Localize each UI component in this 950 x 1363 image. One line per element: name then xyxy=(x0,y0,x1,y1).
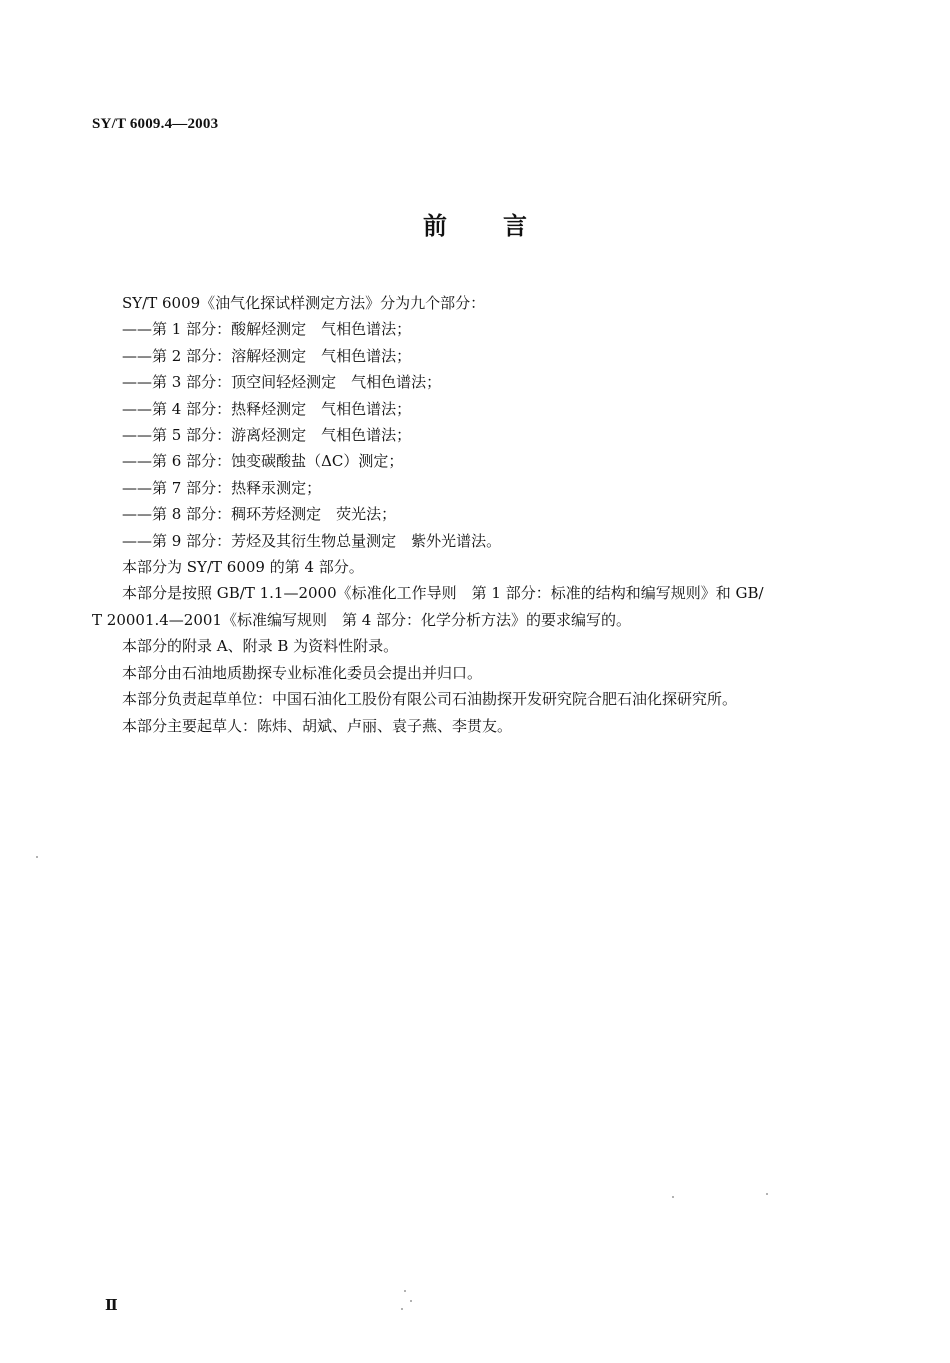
part-list-item: ——第 6 部分：蚀变碳酸盐（ΔC）测定； xyxy=(122,452,404,471)
foreword-body xyxy=(92,290,882,739)
scan-speck xyxy=(410,1300,412,1302)
part-list-item: ——第 4 部分：热释烃测定 气相色谱法； xyxy=(122,399,412,418)
page-number: Ⅱ xyxy=(105,1298,118,1314)
page-title: 前言 xyxy=(423,212,583,240)
part-list-item: ——第 7 部分：热释汞测定； xyxy=(122,478,322,497)
part-list-item: ——第 5 部分：游离烃测定 气相色谱法； xyxy=(122,426,412,445)
scan-speck xyxy=(766,1193,768,1195)
foreword-intro: SY/T 6009《油气化探试样测定方法》分为九个部分： xyxy=(122,294,486,312)
compilation-statement-line2: T 20001.4—2001《标准编写规则 第 4 部分：化学分析方法》的要求编写的。 xyxy=(92,610,632,629)
this-part-statement: 本部分为 SY/T 6009 的第 4 部分。 xyxy=(122,558,364,577)
scan-speck xyxy=(404,1290,406,1292)
appendix-statement: 本部分的附录 A、附录 B 为资料性附录。 xyxy=(122,637,399,656)
standard-code: SY/T 6009.4—2003 xyxy=(92,116,219,132)
drafters-statement: 本部分主要起草人：陈炜、胡斌、卢丽、袁子燕、李贯友。 xyxy=(122,716,513,735)
part-list-item: ——第 3 部分：顶空间轻烃测定 气相色谱法； xyxy=(122,373,442,392)
part-list-item: ——第 8 部分：稠环芳烃测定 荧光法； xyxy=(122,505,397,524)
scan-speck xyxy=(401,1308,403,1310)
part-list-item: ——第 9 部分：芳烃及其衍生物总量测定 紫外光谱法。 xyxy=(122,531,502,550)
scan-speck xyxy=(36,856,38,858)
proposed-by-statement: 本部分由石油地质勘探专业标准化委员会提出并归口。 xyxy=(122,663,483,682)
part-list-item: ——第 1 部分：酸解烃测定 气相色谱法； xyxy=(122,320,412,339)
compilation-statement-line1: 本部分是按照 GB/T 1.1—2000《标准化工作导则 第 1 部分：标准的结构和编写规则》和 GB/ xyxy=(122,584,764,603)
drafting-unit-statement: 本部分负责起草单位：中国石油化工股份有限公司石油勘探开发研究院合肥石油化探研究所。 xyxy=(122,690,738,709)
scan-speck xyxy=(672,1196,674,1198)
part-list-item: ——第 2 部分：溶解烃测定 气相色谱法； xyxy=(122,346,412,365)
